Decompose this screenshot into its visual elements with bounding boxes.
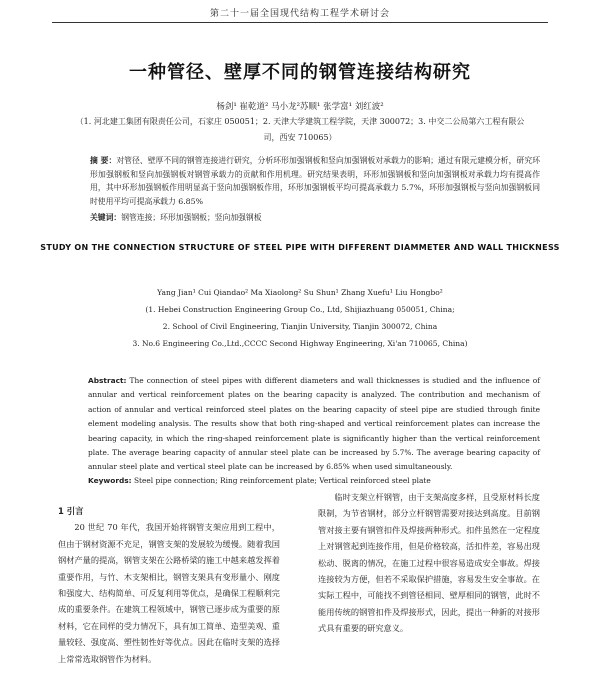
intro-paragraph-right: 临时支架立杆钢管，由于支架高度多样，且受原材料长度限制，为节省钢材，部分立杆钢管需要对接达到高度。目前钢管对接主要有钢管扣件及焊接两种形式。扣件虽然在一定程度上对钢管起到连接作用，但是价格较高，活扣件差，容易出现松动、脱离的情况，在施工过程中很容易造成安全事故。焊接连接较为方便，但若不采取保护措施，容易发生安全事故。在实际工程中，可能找不到管径相同、壁厚相同的钢管，此时不能用传统的钢管扣件及焊接形式，因此，提出一种新的对接形式具有重要的研究意义。 [318,492,540,634]
abstract-en-label: Abstract: [88,376,127,385]
paper-title-en: STUDY ON THE CONNECTION STRUCTURE OF STEEL PIPE WITH DIFFERENT DIAMMETER AND WALL THICKNESS [40,243,560,252]
body-column-left [58,489,280,667]
header-rule [52,22,548,23]
affiliation-cn: （1. 河北建工集团有限责任公司，石家庄 050051；2. 天津大学建筑工程学院，天津 300072；3. 中交二公局第六工程有限公司，西安 710065） [75,117,525,142]
keywords-en [88,474,540,487]
abstract-en-text: The connection of steel pipes with different diameters and wall thicknesses is studied and the influence of annular and vertical reinforcement plates on the bearing capacity is analyzed. The contribution and mechanism of action of annular and vertical reinforced steel plates on the bearing capacity of steel pipe are studied through finite element modeling analysis. The results show that both ring-shaped and vertical reinforcement plates can increase the bearing capacity, in which the ring-shaped reinforcement plate is significantly higher than the vertical reinforcement plate. The average bearing capacity of annular steel plate can be increased by 5.7%. The average bearing capacity of annular steel plate and vertical steel plate can be increased by 6.85% when used simultaneously. [88,376,540,472]
running-header: 第二十一届全国现代结构工程学术研讨会 [209,9,390,19]
keywords-cn-label: 关键词： [90,213,122,222]
intro-paragraph-left: 20 世纪 70 年代，我国开始将钢管支架应用到工程中，但由于钢材资源不充足，钢管支架的发展较为缓慢。随着我国钢材产量的提高，钢管支架在公路桥梁的施工中越来越发挥着重要作用，与竹、木支架相比，钢管支架具有变形量小、刚度和强度大、结构简单、可反复利用等优点，是确保工程顺利完成的重要条件。在建筑工程领域中，钢管已逐步成为重要的原材料，它在同样的受力情况下，具有加工简单、造型美观、重量较轻、强度高、塑性韧性好等优点。因此在临时支架的选择上常常选取钢管作为材料。 [58,522,280,664]
paper-title-cn: 一种管径、壁厚不同的钢管连接结构研究 [129,62,471,83]
abstract-en [88,374,540,475]
affiliation-en-2: 2. School of Civil Engineering, Tianjin University, Tianjin 300072, China [162,322,438,331]
keywords-cn-text: 钢管连接；环形加强钢板；竖向加强钢板 [121,213,262,222]
affiliation-en-1: (1. Hebei Construction Engineering Group Co., Ltd, Shijiazhuang 050051, China; [145,305,455,314]
keywords-cn [90,211,540,224]
section-heading-introduction: 1 引言 [58,506,84,516]
keywords-en-text: Steel pipe connection; Ring reinforcement plate; Vertical reinforced steel plate [133,476,431,485]
body-column-right [318,489,540,637]
affiliation-en-3: 3. No.6 Engineering Co.,Ltd.,CCCC Second Highway Engineering, Xi'an 710065, China) [132,339,468,348]
keywords-en-label: Keywords: [88,476,132,485]
authors-cn: 杨剑¹ 崔乾道² 马小龙²苏顺¹ 张学富¹ 刘红波² [216,102,384,112]
authors-en: Yang Jian¹ Cui Qiandao² Ma Xiaolong² Su Shun¹ Zhang Xuefu¹ Liu Hongbo² [157,288,443,297]
abstract-cn-label: 摘 要： [90,156,117,165]
abstract-cn [90,154,540,208]
abstract-cn-text: 对管径、壁厚不同的钢管连接进行研究，分析环形加强钢板和竖向加强钢板对承载力的影响；通过有限元建模分析，研究环形加强钢板和竖向加强钢板对钢管承载力的贡献和作用机理。研究结果表明，环形加强钢板和竖向加强钢板对承载力均有提高作用，其中环形加强钢板作用明显高于竖向加强钢板作用，环形加强钢板平均可提高承载力 5.7%，环形加强钢板与竖向加强钢板同时使用平均可提高承载力 6.85% [90,156,540,206]
